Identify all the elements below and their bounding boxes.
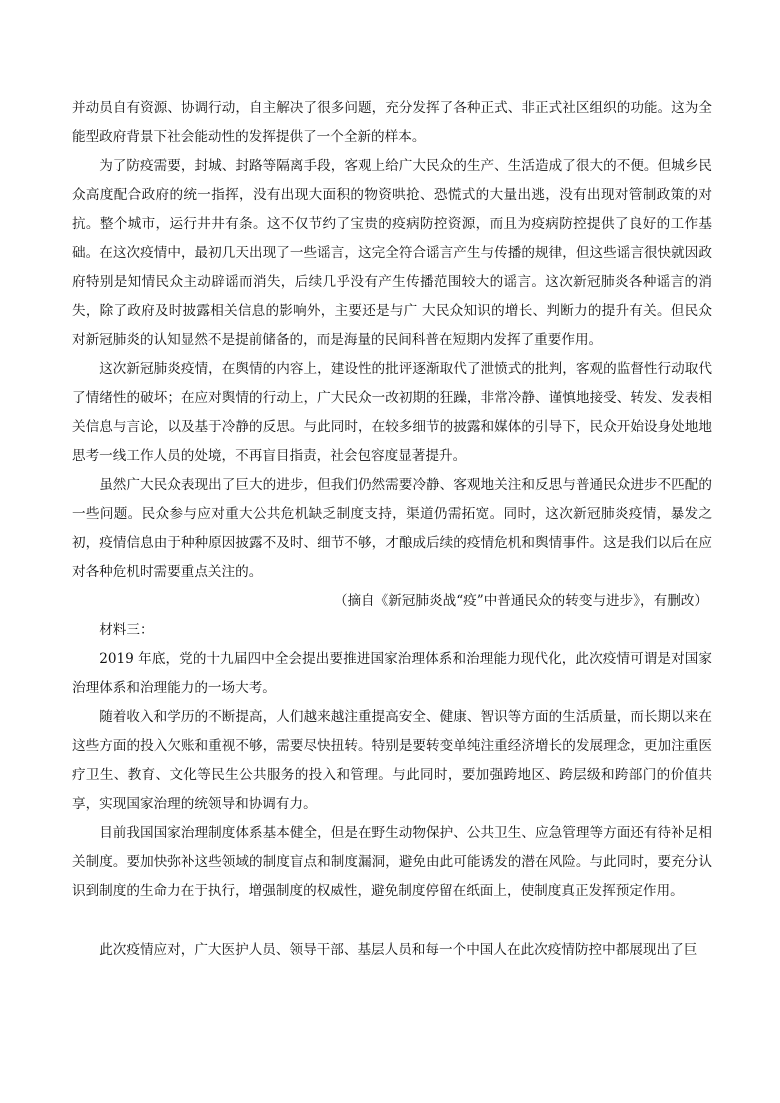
paragraph-gap [72,906,712,936]
paragraph-8: 此次疫情应对，广大医护人员、领导干部、基层人员和每一个中国人在此次疫情防控中都展现出了巨 [99,942,698,958]
source-note: （摘自《新冠肺炎战“疫”中普通民众的转变与进步》，有删改） [333,593,708,609]
material-label: 材料三： [99,622,154,638]
paragraph-2: 为了防疫需要，封城、封路等隔离手段，客观上给广大民众的生产、生活造成了很大的不便。但城乡民众高度配合政府的统一指挥，没有出现大面积的物资哄抢、恐慌式的大量出逃，没有出现对管制政策的对抗。整个城市，运行井井有条。这不仅节约了宝贵的疫病防控资源，而且为疫病防控提供了良好的工作基础。在这次疫情中，最初几天出现了一些谣言，这完全符合谣言产生与传播的规律，但这些谣言很快就因政府特别是知情民众主动辟谣而消失，后续几乎没有产生传播范围较大的谣言。这次新冠肺炎各种谣言的消失，除了政府及时披露相关信息的影响外，主要还是与广 大民众知识的增长、判断力的提升有关。但民众对新冠肺炎的认知显然不是提前储备的，而是海量的民间科普在短期内发挥了重要作用。 [72,158,712,348]
document-page [72,94,712,965]
paragraph-4: 虽然广大民众表现出了巨大的进步，但我们仍然需要冷静、客观地关注和反思与普通民众进步不匹配的一些问题。民众参与应对重大公共危机缺乏制度支持，渠道仍需拓宽。同时，这次新冠肺炎疫情，暴发之初，疫情信息由于种种原因披露不及时、细节不够，才酿成后续的疫情危机和舆情事件。这是我们以后在应对各种危机时需要重点关注的。 [72,477,712,580]
paragraph-1: 并动员自有资源、协调行动，自主解决了很多问题，充分发挥了各种正式、非正式社区组织的功能。这为全能型政府背景下社会能动性的发挥提供了一个全新的样本。 [72,100,712,145]
paragraph-5: 2019 年底，党的十九届四中全会提出要推进国家治理体系和治理能力现代化，此次疫情可谓是对国家治理体系和治理能力的一场大考。 [72,651,712,696]
paragraph-3: 这次新冠肺炎疫情，在舆情的内容上，建设性的批评逐渐取代了泄愤式的批判，客观的监督性行动取代了情绪性的破坏；在应对舆情的行动上，广大民众一改初期的狂躁，非常冷静、谨慎地接受、转发、发表相关信息与言论，以及基于冷静的反思。与此同时，在较多细节的披露和媒体的引导下，民众开始设身处地地思考一线工作人员的处境，不再盲目指责，社会包容度显著提升。 [72,361,712,464]
paragraph-6: 随着收入和学历的不断提高，人们越来越注重提高安全、健康、智识等方面的生活质量，而长期以来在这些方面的投入欠账和重视不够，需要尽快扭转。特别是要转变单纯注重经济增长的发展理念，更加注重医疗卫生、教育、文化等民生公共服务的投入和管理。与此同时，要加强跨地区、跨层级和跨部门的价值共享，实现国家治理的统领导和协调有力。 [72,709,712,812]
paragraph-7: 目前我国国家治理制度体系基本健全，但是在野生动物保护、公共卫生、应急管理等方面还有待补足相关制度。要加快弥补这些领域的制度盲点和制度漏洞，避免由此可能诱发的潜在风险。与此同时，要充分认识到制度的生命力在于执行，增强制度的权威性，避免制度停留在纸面上，使制度真正发挥预定作用。 [72,825,712,899]
